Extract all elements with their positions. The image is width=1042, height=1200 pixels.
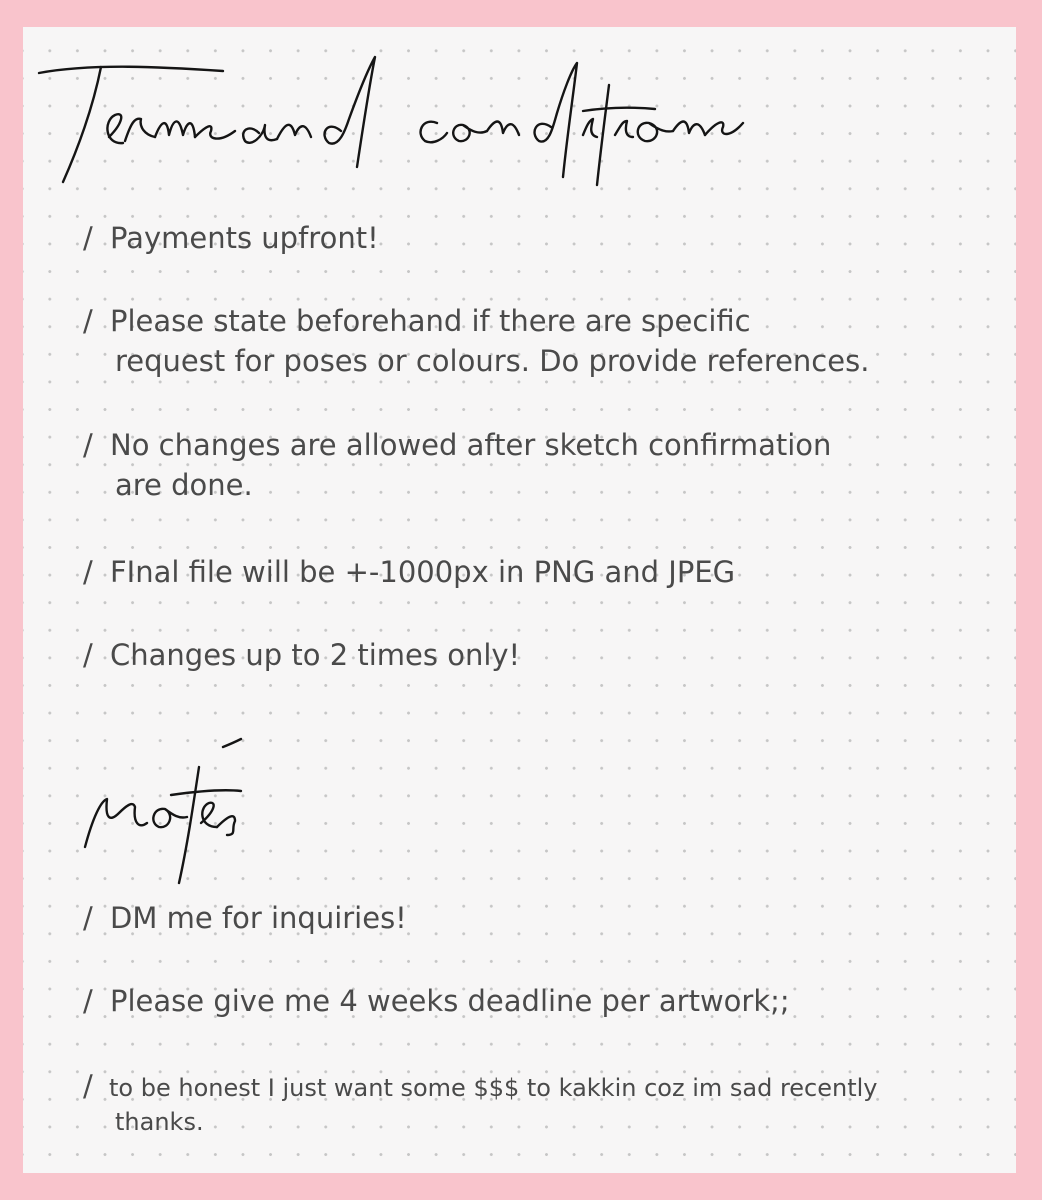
item-marker: / <box>83 304 93 338</box>
notes-item-1 <box>83 898 407 938</box>
terms-item-2 <box>83 301 869 381</box>
dotted-paper-sheet <box>23 27 1016 1173</box>
item-marker: / <box>83 638 93 672</box>
item-text-continued: request for poses or colours. Do provide references. <box>115 344 870 378</box>
item-marker: / <box>83 428 93 462</box>
item-text: to be honest I just want some $$$ to kakkin coz im sad recently <box>109 1074 878 1102</box>
item-marker: / <box>83 1069 93 1103</box>
terms-item-5 <box>83 635 520 675</box>
item-marker: / <box>83 984 93 1018</box>
item-marker: / <box>83 221 93 255</box>
item-marker: / <box>83 555 93 589</box>
item-text: Please state beforehand if there are specific <box>110 304 751 338</box>
notes-heading-script <box>85 739 241 883</box>
item-text: Payments upfront! <box>110 221 379 255</box>
terms-heading-script <box>39 57 743 185</box>
item-text: DM me for inquiries! <box>110 901 407 935</box>
terms-item-4 <box>83 552 735 592</box>
terms-item-3 <box>83 425 831 505</box>
item-text-continued: are done. <box>115 468 253 502</box>
item-text: FInal file will be +-1000px in PNG and JPEG <box>110 555 736 589</box>
item-text: Changes up to 2 times only! <box>110 638 521 672</box>
terms-item-1 <box>83 218 379 258</box>
item-text: Please give me 4 weeks deadline per artwork;; <box>110 984 790 1018</box>
item-text: No changes are allowed after sketch confirmation <box>110 428 832 462</box>
item-marker: / <box>83 901 93 935</box>
item-text-continued: thanks. <box>115 1108 204 1136</box>
notes-item-3 <box>83 1066 878 1142</box>
notes-item-2 <box>83 981 790 1021</box>
